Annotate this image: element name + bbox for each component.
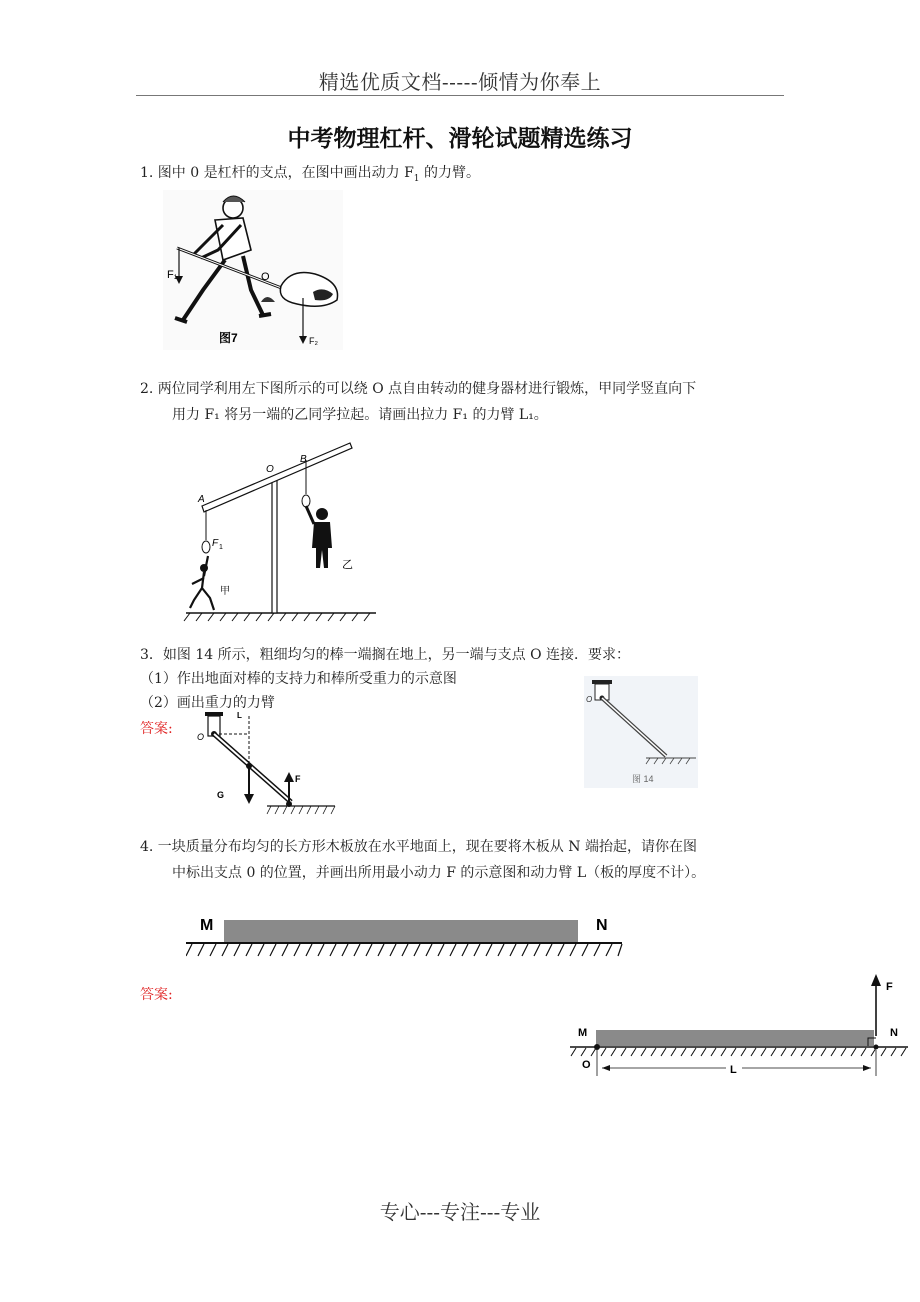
q1-figure-lever-worker [163,190,343,350]
q3-line1: 3．如图 14 所示，粗细均匀的棒一端搁在地上，另一端与支点 O 连接．要求： [140,647,630,663]
q1-sub: 1 [413,173,420,184]
page-footer: 专心---专注---专业 [379,1200,541,1224]
q2-label-f: F [212,538,219,549]
q2-line2: 用力 F₁ 将另一端的乙同学拉起。请画出拉力 F₁ 的力臂 L₁。 [172,407,548,423]
q3-answer-figure [195,706,345,818]
q2-label-o: O [266,464,274,475]
q4-line1: 4. 一块质量分布均匀的长方形木板放在水平地面上，现在要将木板从 N 端抬起，请你在图 [140,839,697,855]
q2-label-b: B [300,454,307,465]
q2-line1: 2. 两位同学利用左下图所示的可以绕 O 点自由转动的健身器材进行锻炼，甲同学竖直向下 [140,381,697,397]
q4-ans-label-n: N [890,1027,898,1039]
q1-label-o: O [261,271,270,283]
q3-ans-label-o: O [197,732,205,742]
q3-ref-label-o: O [586,695,593,704]
q4-board [224,920,578,942]
q2-label-jia: 甲 [220,586,230,597]
q1-label-f1: F₁ [167,269,178,281]
q3-ans-label-g: G [217,790,225,800]
q1-text [140,160,480,192]
q3-req1: （1）作出地面对棒的支持力和棒所受重力的示意图 [140,671,457,687]
header-rule [136,95,784,96]
q3-ans-label-f: F [295,774,301,784]
q4-figure-board [186,902,626,964]
q4-label-m: M [200,917,214,934]
q3-answer-label: 答案: [140,721,173,737]
q1-caption: 图7 [219,331,238,345]
q3-ref-caption: 图 14 [632,774,654,784]
q3-ans-label-l: L [237,711,242,720]
q4-ans-label-f: F [886,981,893,993]
q3-req2: （2）画出重力的力臂 [140,695,275,711]
q3-reference-figure-14 [584,676,698,788]
q1-label-f2: F₂ [309,336,318,346]
q4-label-n: N [596,917,608,934]
q1-main: 1. 图中 0 是杠杆的支点，在图中画出动力 F [140,165,414,181]
q1-tail: 的力臂。 [419,165,480,181]
page-title: 中考物理杠杆、滑轮试题精选练习 [287,126,633,152]
q2-figure-fitness-lever [180,438,380,623]
page-header: 精选优质文档-----倾情为你奉上 [318,70,602,94]
q4-ans-label-o: O [582,1059,591,1071]
q4-answer-figure [566,972,910,1084]
q2-label-yi: 乙 [342,559,353,571]
q4-ans-board [596,1030,874,1046]
q4-line2: 中标出支点 0 的位置，并画出所用最小动力 F 的示意图和动力臂 L（板的厚度不计）。 [172,865,706,881]
q2-label-f-sub: 1 [219,544,223,551]
q4-ans-label-m: M [578,1027,588,1039]
q4-ans-label-l: L [730,1064,737,1076]
q2-label-a: A [198,494,205,505]
q4-answer-label: 答案: [140,987,173,1003]
